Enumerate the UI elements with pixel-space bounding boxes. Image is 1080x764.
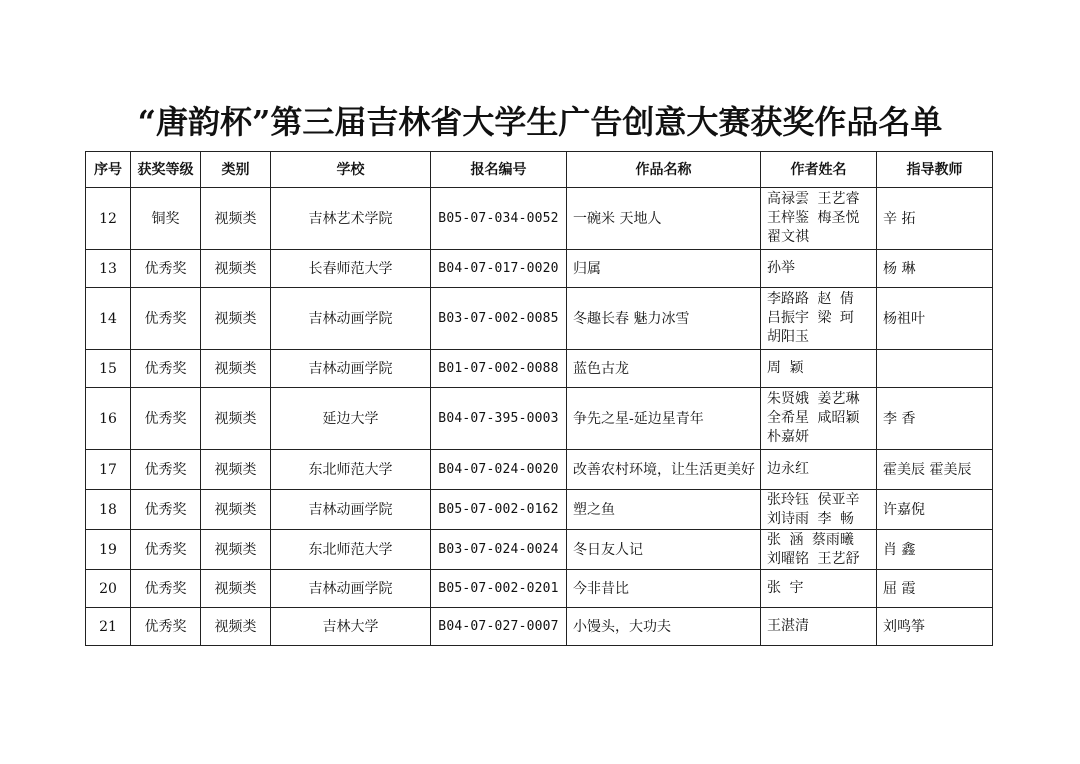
header-cell-advisor: 指导教师 [877,152,993,188]
cell-award-level: 优秀奖 [131,608,201,646]
cell-registration-number: B05-07-034-0052 [431,188,567,250]
cell-advisor: 杨 琳 [877,250,993,288]
cell-authors [761,570,877,608]
author-line: 王湛清 [767,618,809,634]
cell-work-title: 改善农村环境，让生活更美好 [567,450,761,490]
cell-category: 视频类 [201,570,271,608]
table-body [86,188,993,646]
cell-authors [761,288,877,350]
cell-work-title: 今非昔比 [567,570,761,608]
table-row [86,388,993,450]
cell-advisor: 杨祖叶 [877,288,993,350]
cell-work-title: 小馒头，大功夫 [567,608,761,646]
cell-registration-number: B04-07-027-0007 [431,608,567,646]
author-line: 边永红 [767,461,809,477]
cell-advisor: 刘鸣筝 [877,608,993,646]
cell-category: 视频类 [201,350,271,388]
cell-no: 14 [86,288,131,350]
author-line: 张 宇 [767,580,804,596]
cell-no: 12 [86,188,131,250]
cell-school: 吉林大学 [271,608,431,646]
author-line: 周 颖 [767,360,804,376]
table-row [86,530,993,570]
cell-school: 吉林动画学院 [271,288,431,350]
cell-category: 视频类 [201,250,271,288]
cell-school: 吉林动画学院 [271,490,431,530]
cell-authors [761,388,877,450]
cell-registration-number: B04-07-017-0020 [431,250,567,288]
cell-authors [761,608,877,646]
cell-award-level: 优秀奖 [131,250,201,288]
author-line: 孙举 [767,260,795,276]
header-cell-no: 序号 [86,152,131,188]
cell-work-title: 冬日友人记 [567,530,761,570]
cell-category: 视频类 [201,608,271,646]
cell-advisor: 霍美辰 霍美辰 [877,450,993,490]
table-row [86,450,993,490]
cell-school: 长春师范大学 [271,250,431,288]
header-cell-category: 类别 [201,152,271,188]
cell-advisor [877,350,993,388]
cell-award-level: 优秀奖 [131,450,201,490]
author-line: 张 涵 蔡雨曦 [767,531,854,548]
cell-no: 19 [86,530,131,570]
cell-registration-number: B03-07-024-0024 [431,530,567,570]
cell-school: 吉林艺术学院 [271,188,431,250]
author-line: 吕振宇 梁 珂 [767,310,854,326]
cell-award-level: 铜奖 [131,188,201,250]
cell-registration-number: B05-07-002-0201 [431,570,567,608]
cell-work-title: 蓝色古龙 [567,350,761,388]
cell-authors [761,250,877,288]
author-line: 李路路 赵 倩 [767,291,854,307]
cell-registration-number: B05-07-002-0162 [431,490,567,530]
table-row [86,288,993,350]
cell-category: 视频类 [201,388,271,450]
cell-no: 16 [86,388,131,450]
cell-school: 东北师范大学 [271,450,431,490]
cell-authors [761,530,877,570]
header-cell-school: 学校 [271,152,431,188]
cell-work-title: 冬趣长春 魅力冰雪 [567,288,761,350]
table-row [86,490,993,530]
cell-award-level: 优秀奖 [131,530,201,570]
cell-no: 13 [86,250,131,288]
author-line: 王梓鉴 梅圣悦 [767,210,860,226]
cell-registration-number: B04-07-395-0003 [431,388,567,450]
cell-school: 吉林动画学院 [271,570,431,608]
table-row [86,350,993,388]
cell-work-title: 归属 [567,250,761,288]
cell-authors [761,188,877,250]
header-cell-work: 作品名称 [567,152,761,188]
cell-advisor: 许嘉倪 [877,490,993,530]
author-line: 张玲钰 侯亚辛 [767,491,860,508]
author-line: 刘诗雨 李 畅 [767,510,854,527]
table-row [86,188,993,250]
cell-registration-number: B03-07-002-0085 [431,288,567,350]
cell-registration-number: B01-07-002-0088 [431,350,567,388]
cell-school: 延边大学 [271,388,431,450]
cell-school: 东北师范大学 [271,530,431,570]
author-line: 高禄雲 王艺睿 [767,191,860,207]
header-row [86,152,993,188]
cell-no: 17 [86,450,131,490]
cell-advisor: 肖 鑫 [877,530,993,570]
header-cell-reg-no: 报名编号 [431,152,567,188]
table-row [86,570,993,608]
cell-school: 吉林动画学院 [271,350,431,388]
cell-authors [761,350,877,388]
cell-award-level: 优秀奖 [131,490,201,530]
cell-category: 视频类 [201,288,271,350]
cell-category: 视频类 [201,188,271,250]
cell-category: 视频类 [201,530,271,570]
author-line: 朴嘉妍 [767,429,809,445]
cell-no: 18 [86,490,131,530]
cell-award-level: 优秀奖 [131,288,201,350]
author-line: 朱贤娥 姜艺琳 [767,391,860,407]
cell-work-title: 一碗米 天地人 [567,188,761,250]
cell-authors [761,450,877,490]
author-line: 全希星 咸昭颖 [767,410,860,426]
cell-advisor: 李 香 [877,388,993,450]
cell-advisor: 屈 霞 [877,570,993,608]
cell-category: 视频类 [201,450,271,490]
cell-award-level: 优秀奖 [131,570,201,608]
header-cell-authors: 作者姓名 [761,152,877,188]
cell-award-level: 优秀奖 [131,350,201,388]
cell-registration-number: B04-07-024-0020 [431,450,567,490]
author-line: 胡阳玉 [767,329,809,345]
awards-table [85,151,993,646]
author-line: 刘曜铭 王艺舒 [767,550,860,567]
page-title: “唐韵杯”第三届吉林省大学生广告创意大赛获奖作品名单 [137,103,943,141]
table-row [86,608,993,646]
cell-no: 21 [86,608,131,646]
cell-advisor: 辛 拓 [877,188,993,250]
header-cell-level: 获奖等级 [131,152,201,188]
cell-authors [761,490,877,530]
cell-work-title: 争先之星-延边星青年 [567,388,761,450]
cell-category: 视频类 [201,490,271,530]
cell-award-level: 优秀奖 [131,388,201,450]
cell-work-title: 塑之鱼 [567,490,761,530]
table-row [86,250,993,288]
cell-no: 15 [86,350,131,388]
cell-no: 20 [86,570,131,608]
author-line: 翟文祺 [767,229,809,245]
